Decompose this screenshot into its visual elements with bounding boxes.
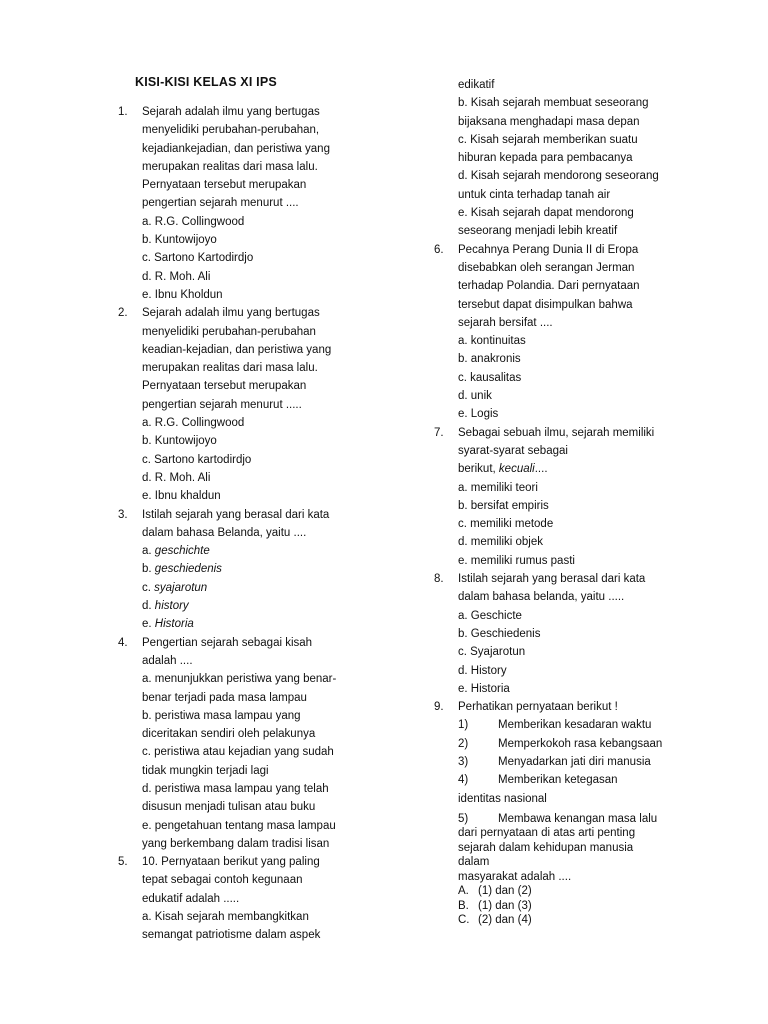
question-text: sejarah dalam kehidupan manusia [458, 841, 634, 854]
question-text: dari pernyataan di atas arti penting [458, 827, 636, 840]
question-text: disebabkan oleh serangan Jerman [458, 261, 635, 274]
statement-item-continued: identitas nasional [458, 792, 547, 805]
question-number: 6. [434, 243, 444, 256]
question-text: terhadap Polandia. Dari pernyataan [458, 280, 640, 293]
question-number: 1. [118, 106, 128, 118]
answer-option: disusun menjadi tulisan atau buku [142, 801, 316, 814]
question-text-part: berikut, [458, 463, 499, 476]
answer-option: a. R.G. Collingwood [142, 417, 245, 430]
option-text: (1) dan (2) [478, 885, 532, 898]
option-letter: e. [142, 618, 155, 631]
option-letter: d. [142, 600, 155, 613]
answer-option: a. Kisah sejarah membangkitkan [142, 911, 309, 924]
answer-option: c. Sartono Kartodirdjo [142, 252, 254, 265]
answer-option: c. Kisah sejarah memberikan suatu [458, 133, 638, 146]
answer-option: d. unik [458, 390, 492, 403]
option-text: (1) dan (3) [478, 899, 532, 912]
answer-option: tidak mungkin terjadi lagi [142, 764, 269, 777]
question-text: syarat-syarat sebagai [458, 444, 568, 457]
statement-item [458, 812, 724, 827]
option-text: syajarotun [154, 581, 208, 594]
question-text: keadian-kejadian, dan peristiwa yang [142, 343, 332, 356]
question-text: kejadiankejadian, dan peristiwa yang [142, 142, 330, 155]
answer-option: b. anakronis [458, 353, 521, 366]
question-text: dalam [458, 856, 490, 869]
question-9 [434, 698, 724, 928]
answer-option: b. Kisah sejarah membuat seseorang [458, 97, 649, 110]
question-text: merupakan realitas dari masa lalu. [142, 160, 318, 173]
question-7 [434, 424, 724, 570]
answer-option: c. peristiwa atau kejadian yang sudah [142, 746, 334, 759]
question-text: adalah .... [142, 654, 193, 667]
option-text: history [154, 600, 189, 613]
statement-number: 4) [458, 774, 469, 787]
question-text-part: .... [534, 463, 548, 476]
answer-option: semangat patriotisme dalam aspek [142, 929, 321, 942]
statement-text: Memberikan kesadaran waktu [498, 719, 652, 732]
answer-option: c. Syajarotun [458, 646, 526, 659]
question-number: 9. [434, 701, 444, 714]
question-3 [118, 506, 368, 634]
question-4 [118, 634, 368, 854]
option-letter: A. [458, 885, 469, 898]
question-text: Istilah sejarah yang berasal dari kata [458, 573, 646, 586]
answer-option: e. Historia [458, 682, 510, 695]
question-text: Pernyataan tersebut merupakan [142, 179, 307, 192]
statement-text: Membawa kenangan masa lalu [498, 812, 658, 825]
statement-text: Memperkokoh rasa kebangsaan [498, 737, 663, 750]
option-letter: B. [458, 899, 469, 912]
statement-item [458, 753, 724, 771]
answer-option [142, 615, 368, 633]
question-text [458, 460, 724, 478]
answer-option [142, 542, 368, 560]
question-8 [434, 570, 724, 698]
answer-option: b. Geschiedenis [458, 627, 541, 640]
option-text: geschichte [154, 545, 210, 558]
question-1 [118, 103, 368, 304]
answer-option: a. Geschicte [458, 609, 522, 622]
question-5-continued [458, 76, 724, 241]
answer-option: b. bersifat empiris [458, 499, 549, 512]
question-text: pengertian sejarah menurut ..... [142, 398, 302, 411]
answer-option: d. peristiwa masa lampau yang telah [142, 782, 329, 795]
answer-option: d. R. Moh. Ali [142, 471, 211, 484]
answer-option: a. R.G. Collingwood [142, 215, 245, 228]
question-text: Sebagai sebuah ilmu, sejarah memiliki [458, 426, 655, 439]
answer-option: e. memiliki rumus pasti [458, 554, 575, 567]
page-title: KISI-KISI KELAS XI IPS [135, 75, 277, 89]
answer-option: e. Kisah sejarah dapat mendorong [458, 207, 634, 220]
question-text: Pecahnya Perang Dunia II di Eropa [458, 243, 639, 256]
option-text: Historia [154, 618, 194, 631]
right-column [434, 76, 724, 928]
answer-option: b. peristiwa masa lampau yang [142, 709, 301, 722]
answer-option [458, 884, 724, 899]
question-text: Istilah sejarah yang berasal dari kata [142, 508, 330, 521]
answer-option: yang berkembang dalam tradisi lisan [142, 837, 330, 850]
question-text: pengertian sejarah menurut .... [142, 197, 299, 210]
statement-item [458, 771, 724, 789]
answer-option: e. Ibnu khaldun [142, 490, 221, 503]
question-text: 10. Pernyataan berikut yang paling [142, 856, 320, 869]
question-text: tepat sebagai contoh kegunaan [142, 874, 303, 887]
option-letter: a. [142, 545, 155, 558]
question-text: dalam bahasa belanda, yaitu ..... [458, 591, 625, 604]
answer-option [458, 899, 724, 914]
answer-option: e. Logis [458, 408, 499, 421]
answer-option: b. Kuntowijoyo [142, 234, 217, 247]
answer-option: c. kausalitas [458, 371, 522, 384]
question-text: Perhatikan pernyataan berikut ! [458, 701, 618, 714]
option-text: geschiedenis [154, 563, 222, 576]
left-column [118, 103, 368, 945]
question-text: merupakan realitas dari masa lalu. [142, 362, 318, 375]
answer-option: edikatif [458, 79, 495, 91]
question-text: menyelidiki perubahan-perubahan, [142, 124, 320, 137]
statement-number: 1) [458, 719, 469, 732]
question-6 [434, 241, 724, 424]
answer-option [142, 597, 368, 615]
option-letter: c. [142, 581, 155, 594]
question-text: Sejarah adalah ilmu yang bertugas [142, 307, 320, 320]
answer-option: a. kontinuitas [458, 335, 526, 348]
answer-option [458, 913, 724, 928]
statement-number: 2) [458, 737, 469, 750]
answer-option [142, 579, 368, 597]
question-text: Pengertian sejarah sebagai kisah [142, 636, 313, 649]
answer-option: b. Kuntowijoyo [142, 435, 217, 448]
answer-option: d. memiliki objek [458, 536, 543, 549]
question-number: 5. [118, 856, 128, 869]
answer-option: d. R. Moh. Ali [142, 270, 211, 283]
question-number: 3. [118, 508, 128, 521]
answer-option: d. Kisah sejarah mendorong seseorang [458, 170, 659, 183]
answer-option: e. pengetahuan tentang masa lampau [142, 819, 336, 832]
question-2 [118, 304, 368, 505]
answer-option: benar terjadi pada masa lampau [142, 691, 307, 704]
statement-number: 3) [458, 755, 469, 768]
statement-number: 5) [458, 812, 469, 825]
question-text: Pernyataan tersebut merupakan [142, 380, 307, 393]
answer-option: hiburan kepada para pembacanya [458, 152, 633, 165]
question-text: dalam bahasa Belanda, yaitu .... [142, 526, 307, 539]
question-number: 2. [118, 307, 128, 320]
statement-text: Menyadarkan jati diri manusia [498, 755, 651, 768]
option-text: (2) dan (4) [478, 914, 532, 927]
question-number: 8. [434, 573, 444, 586]
answer-option: d. History [458, 664, 507, 677]
answer-option [142, 560, 368, 578]
statement-text: Memberikan ketegasan [498, 774, 618, 787]
statement-item [458, 735, 724, 753]
answer-option: seseorang menjadi lebih kreatif [458, 225, 618, 238]
question-5 [118, 853, 368, 944]
answer-option: diceritakan sendiri oleh pelakunya [142, 728, 316, 741]
answer-option: bijaksana menghadapi masa depan [458, 115, 640, 128]
answer-list [458, 884, 724, 928]
answer-option: a. menunjukkan peristiwa yang benar- [142, 673, 337, 686]
answer-option: a. memiliki teori [458, 481, 538, 494]
question-text: masyarakat adalah .... [458, 870, 572, 883]
answer-option: c. Sartono kartodirdjo [142, 453, 252, 466]
question-number: 7. [434, 426, 444, 439]
answer-option: c. memiliki metode [458, 518, 554, 531]
question-number: 4. [118, 636, 128, 649]
answer-option: e. Ibnu Kholdun [142, 288, 223, 301]
question-text: menyelidiki perubahan-perubahan [142, 325, 316, 338]
option-letter: b. [142, 563, 155, 576]
option-letter: C. [458, 914, 470, 927]
question-text: Sejarah adalah ilmu yang bertugas [142, 106, 320, 118]
statement-item [458, 716, 724, 734]
question-text: tersebut dapat disimpulkan bahwa [458, 298, 633, 311]
question-text: sejarah bersifat .... [458, 316, 553, 329]
answer-option: untuk cinta terhadap tanah air [458, 188, 611, 201]
question-text: edukatif adalah ..... [142, 892, 240, 905]
question-text-emphasis: kecuali [498, 463, 535, 476]
